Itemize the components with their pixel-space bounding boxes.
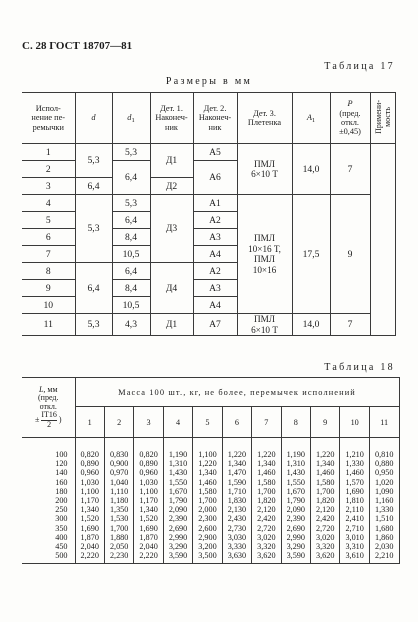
column-header-usage — [370, 93, 395, 144]
cell-mass: 1,570 — [340, 478, 369, 487]
table-row — [22, 478, 399, 487]
cell-mass: 1,340 — [134, 505, 163, 514]
table-17-body — [22, 144, 395, 336]
cell-usage — [370, 144, 395, 336]
cell-mass: 3,590 — [281, 551, 310, 564]
column-header-p-tolerance: (пред. откл. ±0,45) — [339, 108, 361, 137]
cell-d1: 5,3 — [112, 144, 150, 161]
table-row — [22, 496, 399, 505]
table-row — [22, 487, 399, 496]
cell-mass: 1,460 — [311, 468, 340, 477]
cell-variant: 4 — [22, 195, 75, 212]
cell-mass: 3,290 — [163, 542, 192, 551]
column-header-variant-4: 4 — [163, 407, 192, 438]
cell-mass: 1,520 — [75, 514, 104, 523]
cell-mass: 1,340 — [75, 505, 104, 514]
header-row — [22, 93, 395, 144]
cell-mass: 1,680 — [369, 524, 399, 533]
cell-mass: 2,600 — [193, 524, 222, 533]
cell-mass: 1,580 — [193, 487, 222, 496]
cell-mass: 1,510 — [369, 514, 399, 523]
cell-d1: 6,4 — [112, 212, 150, 229]
cell-mass: 1,460 — [193, 478, 222, 487]
cell-part-2: А2 — [193, 212, 237, 229]
cell-d1: 5,3 — [112, 195, 150, 212]
cell-variant: 1 — [22, 144, 75, 161]
cell-p: 9 — [330, 195, 370, 314]
cell-mass: 2,390 — [163, 514, 192, 523]
cell-length: 200 — [22, 496, 75, 505]
cell-mass: 0,890 — [134, 459, 163, 468]
cell-mass: 1,700 — [104, 524, 133, 533]
column-header-variant-6: 6 — [222, 407, 251, 438]
cell-mass: 2,690 — [281, 524, 310, 533]
cell-mass: 2,390 — [281, 514, 310, 523]
cell-part-1: Д1 — [150, 314, 193, 336]
cell-mass: 1,210 — [340, 438, 369, 460]
fraction-numerator: IT16 — [41, 410, 57, 420]
cell-part-2: А5 — [193, 144, 237, 161]
cell-mass: 1,460 — [252, 468, 281, 477]
cell-mass: 1,530 — [104, 514, 133, 523]
table-17-units: Размеры в мм — [165, 76, 253, 87]
cell-mass: 2,120 — [252, 505, 281, 514]
cell-mass: 1,700 — [193, 496, 222, 505]
table-row — [22, 438, 399, 460]
cell-mass: 2,720 — [252, 524, 281, 533]
cell-variant: 9 — [22, 280, 75, 297]
cell-mass: 1,870 — [134, 533, 163, 542]
cell-mass: 3,020 — [252, 533, 281, 542]
cell-mass: 2,710 — [340, 524, 369, 533]
cell-mass: 3,010 — [340, 533, 369, 542]
plus-minus-sign: ± — [34, 415, 40, 425]
cell-mass: 1,330 — [369, 505, 399, 514]
cell-mass: 3,020 — [311, 533, 340, 542]
column-header-a1 — [292, 93, 330, 144]
cell-mass: 2,050 — [104, 542, 133, 551]
cell-mass: 2,420 — [311, 514, 340, 523]
cell-d: 6,4 — [75, 263, 112, 314]
cell-d1: 8,4 — [112, 229, 150, 246]
cell-mass: 1,310 — [163, 459, 192, 468]
cell-mass: 1,190 — [281, 438, 310, 460]
cell-mass: 3,630 — [222, 551, 251, 564]
cell-mass: 1,180 — [104, 496, 133, 505]
table-row — [22, 533, 399, 542]
table-17 — [22, 92, 396, 336]
cell-mass: 1,100 — [134, 487, 163, 496]
cell-mass: 3,290 — [281, 542, 310, 551]
table-row — [22, 195, 395, 212]
cell-mass: 1,090 — [369, 487, 399, 496]
tolerance-fraction — [41, 411, 57, 429]
table-17-header — [22, 93, 395, 144]
column-header-variant-9: 9 — [311, 407, 340, 438]
cell-mass: 1,470 — [222, 468, 251, 477]
cell-part-1: Д3 — [150, 195, 193, 263]
cell-variant: 6 — [22, 229, 75, 246]
column-header-variant-7: 7 — [252, 407, 281, 438]
cell-mass: 1,830 — [222, 496, 251, 505]
closing-parenthesis: ) — [58, 415, 62, 425]
cell-mass: 3,610 — [340, 551, 369, 564]
cell-variant: 7 — [22, 246, 75, 263]
table-row — [22, 551, 399, 564]
cell-part-1: Д1 — [150, 144, 193, 178]
cell-mass: 2,130 — [222, 505, 251, 514]
cell-mass: 3,030 — [222, 533, 251, 542]
table-row — [22, 505, 399, 514]
variant-number-row — [22, 407, 399, 438]
cell-mass: 1,810 — [340, 496, 369, 505]
cell-d: 6,4 — [75, 178, 112, 195]
table-row — [22, 524, 399, 533]
cell-mass: 0,890 — [75, 459, 104, 468]
cell-a1: 14,0 — [292, 144, 330, 195]
cell-mass: 0,970 — [104, 468, 133, 477]
column-header-d1 — [112, 93, 150, 144]
cell-mass: 3,200 — [193, 542, 222, 551]
cell-mass: 1,340 — [193, 468, 222, 477]
column-header-d — [75, 93, 112, 144]
cell-variant: 3 — [22, 178, 75, 195]
cell-mass: 2,990 — [163, 533, 192, 542]
table-row — [22, 144, 395, 161]
cell-p: 7 — [330, 144, 370, 195]
cell-mass: 1,690 — [134, 524, 163, 533]
cell-mass: 1,170 — [75, 496, 104, 505]
cell-mass: 1,460 — [340, 468, 369, 477]
cell-part-3: ПМЛ 10×16 Т, ПМЛ 10×16 — [237, 195, 292, 314]
cell-mass: 1,220 — [193, 459, 222, 468]
cell-d1: 6,4 — [112, 161, 150, 195]
cell-mass: 1,700 — [252, 487, 281, 496]
cell-mass: 1,550 — [163, 478, 192, 487]
cell-mass: 1,160 — [369, 496, 399, 505]
column-header-part-1: Дет. 1. Наконеч- ник — [150, 93, 193, 144]
cell-length: 250 — [22, 505, 75, 514]
table-18-caption: Таблица 18 — [324, 362, 395, 373]
cell-length: 100 — [22, 438, 75, 460]
cell-mass: 2,430 — [222, 514, 251, 523]
column-header-variant-5: 5 — [193, 407, 222, 438]
column-header-p — [330, 93, 370, 144]
cell-mass: 3,620 — [252, 551, 281, 564]
cell-part-2: А4 — [193, 297, 237, 314]
cell-part-2: А4 — [193, 246, 237, 263]
cell-mass: 1,220 — [222, 438, 251, 460]
cell-mass: 2,090 — [163, 505, 192, 514]
cell-length: 180 — [22, 487, 75, 496]
cell-mass: 1,870 — [75, 533, 104, 542]
cell-mass: 1,190 — [163, 438, 192, 460]
column-header-variant-8: 8 — [281, 407, 310, 438]
cell-part-3: ПМЛ 6×10 Т — [237, 314, 292, 336]
cell-mass: 0,900 — [104, 459, 133, 468]
length-tolerance-line-1: (пред. — [38, 393, 59, 403]
column-header-variant-11: 11 — [369, 407, 399, 438]
cell-mass: 1,690 — [340, 487, 369, 496]
cell-mass: 2,900 — [193, 533, 222, 542]
column-header-d1-label: d — [127, 113, 132, 123]
cell-mass: 2,690 — [163, 524, 192, 533]
cell-mass: 1,430 — [281, 468, 310, 477]
length-unit: , мм — [43, 384, 58, 394]
cell-length: 300 — [22, 514, 75, 523]
cell-mass: 1,030 — [75, 478, 104, 487]
cell-mass: 2,420 — [252, 514, 281, 523]
table-18-body — [22, 438, 399, 564]
cell-length: 400 — [22, 533, 75, 542]
cell-part-2: А7 — [193, 314, 237, 336]
cell-part-2: А1 — [193, 195, 237, 212]
cell-mass: 2,120 — [311, 505, 340, 514]
cell-mass: 3,320 — [311, 542, 340, 551]
column-header-d1-subscript: 1 — [131, 117, 135, 125]
cell-length: 140 — [22, 468, 75, 477]
cell-mass: 2,410 — [340, 514, 369, 523]
column-header-variant-10: 10 — [340, 407, 369, 438]
cell-mass: 1,040 — [104, 478, 133, 487]
cell-length: 120 — [22, 459, 75, 468]
column-header-variant-3: 3 — [134, 407, 163, 438]
cell-mass: 0,880 — [369, 459, 399, 468]
cell-mass: 1,100 — [75, 487, 104, 496]
cell-mass: 2,030 — [369, 542, 399, 551]
cell-mass: 1,590 — [222, 478, 251, 487]
cell-d: 5,3 — [75, 144, 112, 178]
cell-mass: 0,810 — [369, 438, 399, 460]
table-row — [22, 314, 395, 336]
cell-mass: 2,300 — [193, 514, 222, 523]
cell-mass: 0,950 — [369, 468, 399, 477]
column-header-p-label: P — [347, 99, 353, 109]
cell-mass: 2,090 — [281, 505, 310, 514]
cell-mass: 2,210 — [369, 551, 399, 564]
column-header-variant: Испол- нение пе- ремычки — [22, 93, 75, 144]
header-row — [22, 378, 399, 407]
cell-mass: 1,820 — [311, 496, 340, 505]
table-18-header — [22, 378, 399, 438]
cell-mass: 3,330 — [222, 542, 251, 551]
column-header-part-3: Дет. 3. Плетенка — [237, 93, 292, 144]
cell-mass: 2,230 — [104, 551, 133, 564]
cell-mass: 1,330 — [340, 459, 369, 468]
cell-d: 5,3 — [75, 195, 112, 263]
column-header-variant-2: 2 — [104, 407, 133, 438]
cell-part-2: А3 — [193, 280, 237, 297]
column-header-a1-label: A — [306, 113, 312, 123]
cell-mass: 1,220 — [252, 438, 281, 460]
cell-mass: 2,040 — [75, 542, 104, 551]
cell-mass: 1,580 — [311, 478, 340, 487]
cell-mass: 1,350 — [104, 505, 133, 514]
cell-part-1: Д2 — [150, 178, 193, 195]
table-18 — [22, 377, 400, 564]
cell-mass: 2,000 — [193, 505, 222, 514]
cell-d1: 10,5 — [112, 246, 150, 263]
cell-mass: 1,690 — [75, 524, 104, 533]
fraction-denominator: 2 — [41, 420, 57, 430]
cell-mass: 0,820 — [75, 438, 104, 460]
column-header-length — [22, 378, 75, 438]
cell-mass: 1,340 — [252, 459, 281, 468]
cell-mass: 0,830 — [104, 438, 133, 460]
column-header-d-label: d — [91, 113, 96, 123]
length-tolerance-line-2: откл. — [39, 401, 57, 411]
cell-mass: 2,110 — [340, 505, 369, 514]
cell-length: 350 — [22, 524, 75, 533]
cell-mass: 3,620 — [311, 551, 340, 564]
cell-mass: 1,580 — [252, 478, 281, 487]
table-row — [22, 459, 399, 468]
cell-part-2: А2 — [193, 263, 237, 280]
cell-mass: 1,220 — [311, 438, 340, 460]
cell-mass: 1,820 — [252, 496, 281, 505]
cell-mass: 1,340 — [222, 459, 251, 468]
cell-d1: 4,3 — [112, 314, 150, 336]
cell-mass: 1,700 — [311, 487, 340, 496]
cell-mass: 3,590 — [163, 551, 192, 564]
cell-mass: 1,170 — [134, 496, 163, 505]
cell-mass: 0,820 — [134, 438, 163, 460]
cell-mass: 1,670 — [281, 487, 310, 496]
cell-d: 5,3 — [75, 314, 112, 336]
cell-mass: 2,720 — [311, 524, 340, 533]
cell-mass: 1,790 — [163, 496, 192, 505]
cell-mass: 1,430 — [163, 468, 192, 477]
table-row — [22, 514, 399, 523]
cell-mass: 0,960 — [134, 468, 163, 477]
cell-d1: 10,5 — [112, 297, 150, 314]
column-header-variant-1: 1 — [75, 407, 104, 438]
cell-mass: 0,960 — [75, 468, 104, 477]
cell-mass: 1,100 — [193, 438, 222, 460]
cell-part-2: А3 — [193, 229, 237, 246]
column-header-a1-subscript: 1 — [311, 117, 316, 125]
cell-variant: 2 — [22, 161, 75, 178]
cell-mass: 1,340 — [311, 459, 340, 468]
table-row — [22, 542, 399, 551]
cell-variant: 5 — [22, 212, 75, 229]
cell-mass: 2,040 — [134, 542, 163, 551]
column-header-part-2: Дет. 2. Наконеч- ник — [193, 93, 237, 144]
cell-part-1: Д4 — [150, 263, 193, 314]
cell-variant: 10 — [22, 297, 75, 314]
cell-mass: 1,710 — [222, 487, 251, 496]
cell-mass: 1,020 — [369, 478, 399, 487]
cell-length: 160 — [22, 478, 75, 487]
cell-a1: 17,5 — [292, 195, 330, 314]
cell-a1: 14,0 — [292, 314, 330, 336]
cell-mass: 3,500 — [193, 551, 222, 564]
table-17-caption: Таблица 17 — [324, 61, 395, 72]
page-reference: С. 28 ГОСТ 18707—81 — [22, 40, 133, 52]
cell-variant: 11 — [22, 314, 75, 336]
cell-mass: 1,520 — [134, 514, 163, 523]
column-header-mass: Масса 100 шт., кг, не более, перемычек исполнений — [75, 378, 399, 407]
cell-d1: 6,4 — [112, 263, 150, 280]
cell-part-2: А6 — [193, 161, 237, 195]
cell-mass: 3,310 — [340, 542, 369, 551]
cell-mass: 3,320 — [252, 542, 281, 551]
table-row — [22, 468, 399, 477]
cell-p: 7 — [330, 314, 370, 336]
cell-part-3: ПМЛ 6×10 Т — [237, 144, 292, 195]
cell-mass: 1,030 — [134, 478, 163, 487]
cell-mass: 2,220 — [75, 551, 104, 564]
cell-mass: 1,860 — [369, 533, 399, 542]
cell-mass: 1,790 — [281, 496, 310, 505]
cell-length: 500 — [22, 551, 75, 564]
cell-mass: 1,670 — [163, 487, 192, 496]
cell-variant: 8 — [22, 263, 75, 280]
cell-mass: 2,220 — [134, 551, 163, 564]
cell-mass: 1,310 — [281, 459, 310, 468]
cell-mass: 2,990 — [281, 533, 310, 542]
cell-length: 450 — [22, 542, 75, 551]
cell-d1: 8,4 — [112, 280, 150, 297]
cell-mass: 2,730 — [222, 524, 251, 533]
cell-mass: 1,110 — [104, 487, 133, 496]
column-header-usage-label: Примени- мость — [373, 99, 392, 134]
cell-mass: 1,880 — [104, 533, 133, 542]
cell-mass: 1,550 — [281, 478, 310, 487]
length-symbol: L — [38, 384, 44, 394]
